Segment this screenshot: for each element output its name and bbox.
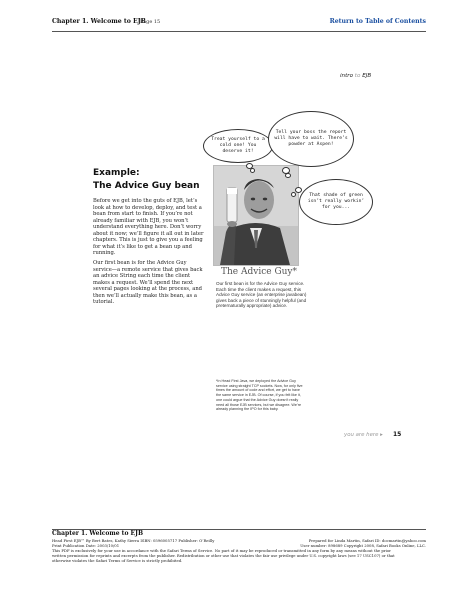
return-to-toc-link[interactable]: Return to Table of Contents xyxy=(329,18,426,25)
footnote: *In Head First Java, we deployed the Advice Guy service using straight TCP sockets. Now, for only five times the amount of code and effort, we get to have the same service in EJB. Of course, if you felt like it, one could argue that the Advice Guy doesn’t really need all those EJB services, but we disagree. We’re already planning the IPO for this baby. xyxy=(216,379,303,412)
thought-bubble-text: Treat yourself to a cold one! You deserve it! xyxy=(211,136,265,155)
section-tag-ejb: EJB xyxy=(362,73,372,79)
publication-footer xyxy=(52,530,426,580)
thought-bubble-text: Tell your boss the report will have to wait. There’s powder at Aspen! xyxy=(274,129,348,148)
thought-trail-dot xyxy=(285,173,291,178)
page-number: 15 xyxy=(393,431,402,438)
page-label: Page 15 xyxy=(140,19,161,25)
footer-terms-line: written permission for reprints and excerpts from the publisher. Redistribution or other use that violates the fair use privilege under U.S. copyright laws (see 17 USC107) or that xyxy=(52,553,395,558)
footer-prepared-for: Prepared for Linda Martin, Safari ID: docmartin@yahoo.com xyxy=(308,538,426,543)
body-text xyxy=(93,198,205,309)
header-divider xyxy=(52,31,426,32)
page-header xyxy=(52,18,426,30)
example-heading xyxy=(93,167,200,193)
advice-guy-caption-title: The Advice Guy* xyxy=(221,267,298,277)
advice-guy-caption-text: Our first bean is for the Advice Guy service. Each time the client makes a request, this Advice Guy service (an enterprise javabean) gives back a piece of stunningly helpful (and preternaturally appropriate) advice. xyxy=(216,281,307,309)
body-paragraph-1: Before we get into the guts of EJB, let’s look at how to develop, deploy, and test a bean from start to finish. If you’re not already familiar with EJB, you won’t understand everything here. Don’t worry about it now; we’ll figure it all out in later chapters. This is just to give you a feeling for what it’s like to get a bean up and running. xyxy=(93,198,204,256)
footer-copyright: User number: 898689 Copyright 2008, Safari Books Online, LLC. xyxy=(300,543,426,548)
advice-guy-photo xyxy=(213,165,299,266)
thought-bubble-green xyxy=(299,179,373,225)
section-tag-intro: intro xyxy=(340,73,354,79)
footer-terms-line: This PDF is exclusively for your use in accordance with the Safari Terms of Service. No part of it may be reproduced or transmitted in any form by any means without the prior xyxy=(52,548,391,553)
thought-trail-dot xyxy=(250,168,255,173)
footer-chapter-title: Chapter 1. Welcome to EJB xyxy=(52,530,144,537)
thought-trail-dot xyxy=(295,187,302,193)
body-paragraph-2: Our first bean is for the Advice Guy service—a remote service that gives back an advice String each time the client makes a request. We’ll spend the next several pages looking at the process, and then we’ll actually make this bean, as a tutorial. xyxy=(93,260,203,305)
section-tag-to: to xyxy=(354,73,361,79)
example-heading-line1: Example: xyxy=(93,168,140,178)
footer-terms-line: otherwise violates the Safari Terms of Service is strictly prohibited. xyxy=(52,558,183,563)
thought-bubble-cold-one xyxy=(203,129,273,163)
advice-guy-illustration xyxy=(214,166,298,265)
thought-bubble-aspen xyxy=(268,111,354,167)
chapter-title: Chapter 1. Welcome to EJB xyxy=(52,18,146,25)
you-are-here-marker: you are here ▸ xyxy=(344,432,383,438)
footer-pub-date: Print Publication Date: 2003/10/01 xyxy=(52,543,120,548)
section-tag xyxy=(340,73,371,79)
thought-bubble-text: That shade of green isn’t really workin’ for you... xyxy=(307,192,365,211)
thought-trail-dot xyxy=(291,192,296,197)
footer-book-info: Head First EJB™ By Bert Bates, Kathy Sierra ISBN: 0596005717 Publisher: O’Reilly xyxy=(52,538,215,543)
example-heading-line2: The Advice Guy bean xyxy=(93,181,200,191)
